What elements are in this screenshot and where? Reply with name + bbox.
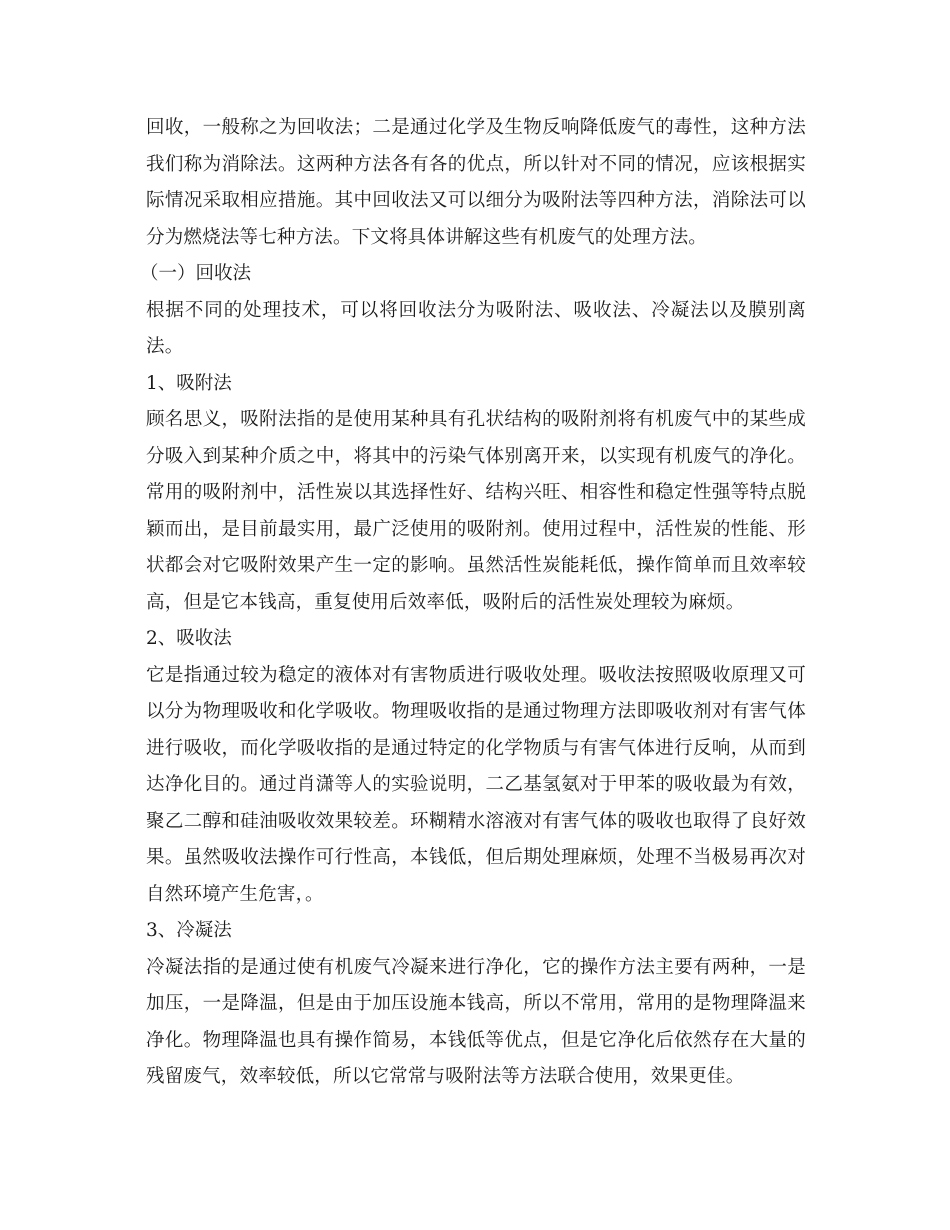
subsection-heading-adsorption: 1、吸附法 xyxy=(146,372,232,394)
subsection-paragraph-condensation: 冷凝法指的是通过使有机废气冷凝来进行净化，它的操作方法主要有两种，一是加压，一是降温，但是由于加压设施本钱高，所以不常用，常用的是物理降温来净化。物理降温也具有操作简易，本钱低等优点，但是它净化后依然存在大量的残留废气，效率较低，所以它常常与吸附法等方法联合使用，效果更佳。 xyxy=(146,956,806,1087)
document-body xyxy=(140,110,806,1096)
subsection-heading-condensation: 3、冷凝法 xyxy=(146,920,232,941)
section-paragraph-recovery: 根据不同的处理技术，可以将回收法分为吸附法、吸收法、冷凝法以及膜别离法。 xyxy=(146,299,806,357)
intro-paragraph: 回收，一般称之为回收法；二是通过化学及生物反响降低废气的毒性，这种方法我们称为消除法。这两种方法各有各的优点，所以针对不同的情况，应该根据实际情况采取相应措施。其中回收法又可以细分为吸附法等四种方法，消除法可以分为燃烧法等七种方法。下文将具体讲解这些有机废气的处理方法。 xyxy=(146,117,806,248)
subsection-paragraph-adsorption: 顾名思义，吸附法指的是使用某种具有孔状结构的吸附剂将有机废气中的某些成分吸入到某种介质之中，将其中的污染气体别离开来，以实现有机废气的净化。常用的吸附剂中，活性炭以其选择性好、结构兴旺、相容性和稳定性强等特点脱颖而出，是目前最实用，最广泛使用的吸附剂。使用过程中，活性炭的性能、形状都会对它吸附效果产生一定的影响。虽然活性炭能耗低，操作简单而且效率较高，但是它本钱高，重复使用后效率低，吸附后的活性炭处理较为麻烦。 xyxy=(146,409,806,613)
subsection-paragraph-absorption: 它是指通过较为稳定的液体对有害物质进行吸收处理。吸收法按照吸收原理又可以分为物理吸收和化学吸收。物理吸收指的是通过物理方法即吸收剂对有害气体进行吸收，而化学吸收指的是通过特定的化学物质与有害气体进行反响，从而到达净化目的。通过肖潇等人的实验说明，二乙基氢氨对于甲苯的吸收最为有效，聚乙二醇和硅油吸收效果较差。环糊精水溶液对有害气体的吸收也取得了良好效果。虽然吸收法操作可行性高，本钱低，但后期处理麻烦，处理不当极易再次对自然环境产生危害，。 xyxy=(146,664,806,905)
subsection-heading-absorption: 2、吸收法 xyxy=(146,628,232,649)
section-heading-recovery: （一）回收法 xyxy=(140,263,252,284)
